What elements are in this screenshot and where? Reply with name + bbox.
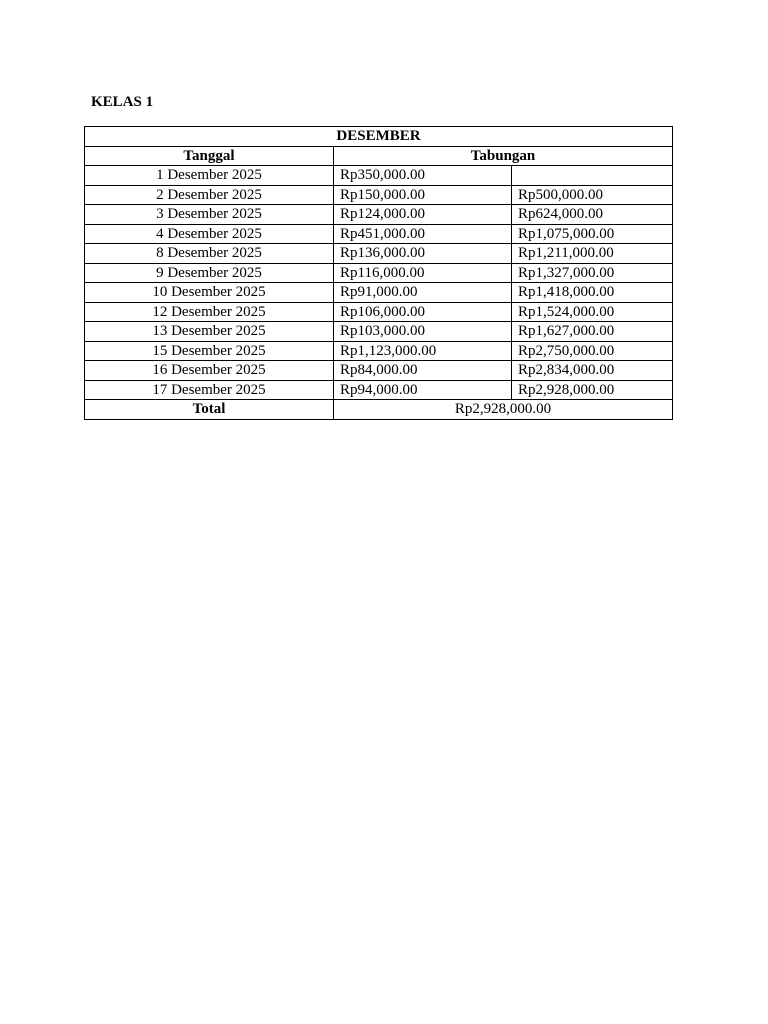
date-cell: 13 Desember 2025 xyxy=(85,322,334,342)
total-value: Rp2,928,000.00 xyxy=(334,400,673,420)
cumulative-cell: Rp2,750,000.00 xyxy=(512,341,673,361)
date-cell: 4 Desember 2025 xyxy=(85,224,334,244)
amount-cell: Rp103,000.00 xyxy=(334,322,512,342)
page-heading: KELAS 1 xyxy=(91,94,154,110)
total-label: Total xyxy=(85,400,334,420)
table-row xyxy=(85,322,673,342)
cumulative-cell: Rp1,327,000.00 xyxy=(512,263,673,283)
month-header: DESEMBER xyxy=(85,127,673,147)
table-row xyxy=(85,283,673,303)
date-cell: 3 Desember 2025 xyxy=(85,205,334,225)
cumulative-cell: Rp2,928,000.00 xyxy=(512,380,673,400)
cumulative-cell: Rp624,000.00 xyxy=(512,205,673,225)
date-cell: 16 Desember 2025 xyxy=(85,361,334,381)
date-cell: 1 Desember 2025 xyxy=(85,166,334,186)
cumulative-cell: Rp1,627,000.00 xyxy=(512,322,673,342)
table-row xyxy=(85,185,673,205)
savings-table xyxy=(84,126,673,420)
column-header-row xyxy=(85,146,673,166)
table-row xyxy=(85,302,673,322)
cumulative-cell: Rp2,834,000.00 xyxy=(512,361,673,381)
table-row xyxy=(85,263,673,283)
amount-cell: Rp350,000.00 xyxy=(334,166,512,186)
table-row xyxy=(85,341,673,361)
date-cell: 2 Desember 2025 xyxy=(85,185,334,205)
total-row xyxy=(85,400,673,420)
amount-cell: Rp94,000.00 xyxy=(334,380,512,400)
table-row xyxy=(85,361,673,381)
amount-cell: Rp84,000.00 xyxy=(334,361,512,381)
cumulative-cell: Rp500,000.00 xyxy=(512,185,673,205)
amount-cell: Rp136,000.00 xyxy=(334,244,512,264)
date-column-header: Tanggal xyxy=(85,146,334,166)
table-row xyxy=(85,205,673,225)
cumulative-cell: Rp1,524,000.00 xyxy=(512,302,673,322)
table-body xyxy=(85,166,673,400)
date-cell: 12 Desember 2025 xyxy=(85,302,334,322)
cumulative-cell: Rp1,075,000.00 xyxy=(512,224,673,244)
amount-cell: Rp106,000.00 xyxy=(334,302,512,322)
cumulative-cell: Rp1,211,000.00 xyxy=(512,244,673,264)
amount-cell: Rp150,000.00 xyxy=(334,185,512,205)
amount-cell: Rp91,000.00 xyxy=(334,283,512,303)
date-cell: 10 Desember 2025 xyxy=(85,283,334,303)
amount-cell: Rp116,000.00 xyxy=(334,263,512,283)
table-row xyxy=(85,166,673,186)
date-cell: 8 Desember 2025 xyxy=(85,244,334,264)
date-cell: 17 Desember 2025 xyxy=(85,380,334,400)
table-row xyxy=(85,380,673,400)
amount-cell: Rp1,123,000.00 xyxy=(334,341,512,361)
date-cell: 9 Desember 2025 xyxy=(85,263,334,283)
table-row xyxy=(85,244,673,264)
amount-cell: Rp124,000.00 xyxy=(334,205,512,225)
savings-column-header: Tabungan xyxy=(334,146,673,166)
month-header-row xyxy=(85,127,673,147)
cumulative-cell: Rp1,418,000.00 xyxy=(512,283,673,303)
date-cell: 15 Desember 2025 xyxy=(85,341,334,361)
table-row xyxy=(85,224,673,244)
amount-cell: Rp451,000.00 xyxy=(334,224,512,244)
cumulative-cell xyxy=(512,166,673,186)
